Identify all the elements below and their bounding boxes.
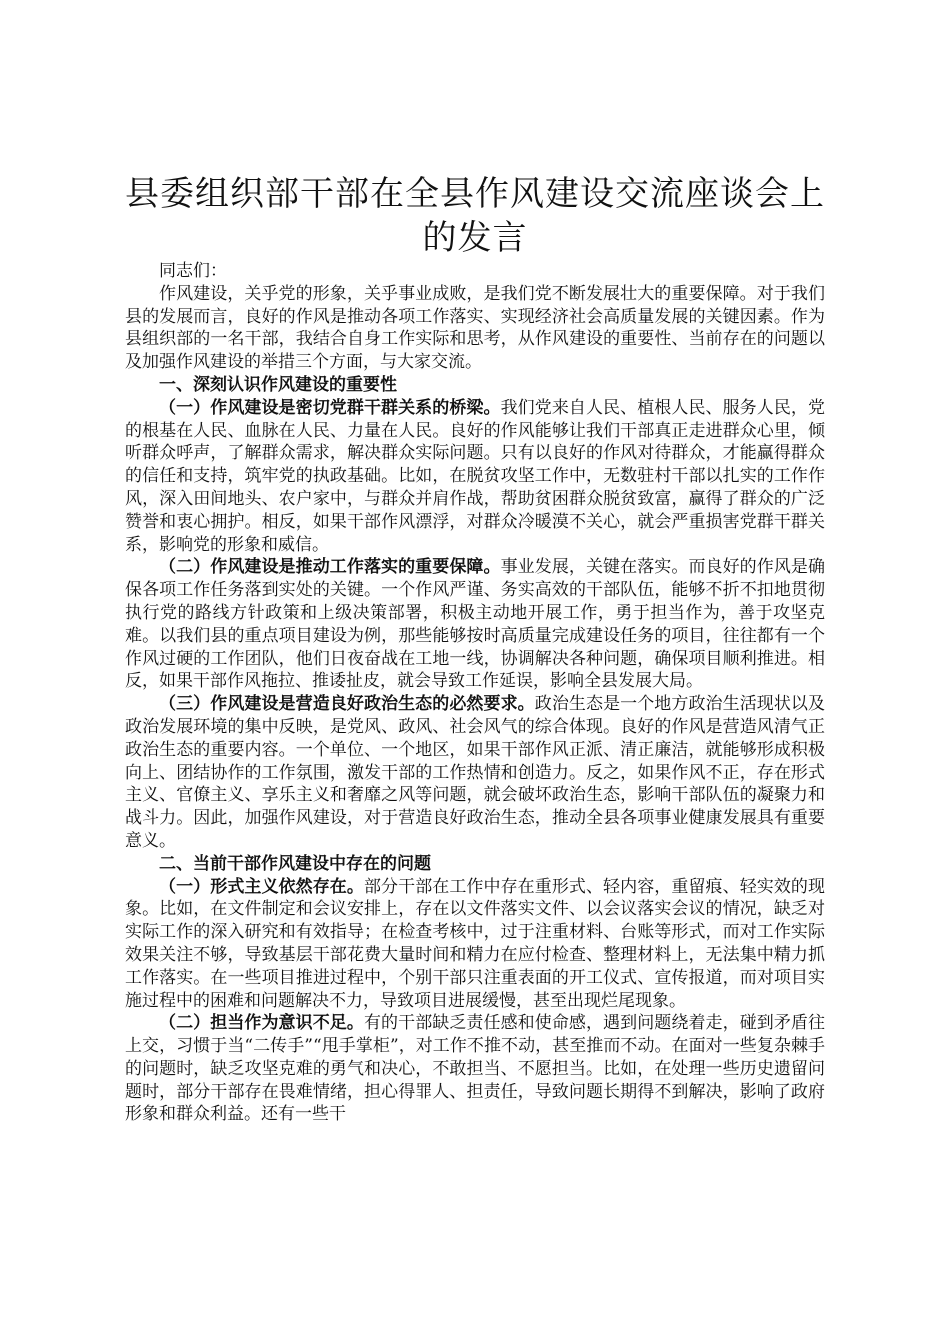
document-page: [125, 172, 825, 1126]
section-2-paragraph-1: [125, 876, 825, 1013]
intro-paragraph: 作风建设，关乎党的形象，关乎事业成败，是我们党不断发展壮大的重要保障。对于我们县的发展而言，良好的作风是推动各项工作落实、实现经济社会高质量发展的关键因素。作为县组织部的一名干部，我结合自身工作实际和思考，从作风建设的重要性、当前存在的问题以及加强作风建设的举措三个方面，与大家交流。: [125, 283, 825, 373]
section-1-paragraph-2: [125, 556, 825, 693]
section-1-paragraph-1: [125, 397, 825, 557]
document-title: 县委组织部干部在全县作风建设交流座谈会上的发言: [125, 174, 825, 258]
section-1-paragraph-2-lead: （二）作风建设是推动工作落实的重要保障。: [159, 557, 501, 578]
document-body: [125, 260, 825, 1126]
section-2-paragraph-2-lead: （二）担当作为意识不足。: [159, 1013, 364, 1034]
section-1-heading: 一、深刻认识作风建设的重要性: [159, 374, 397, 395]
section-1-paragraph-3: [125, 693, 825, 853]
section-2-paragraph-1-text: 部分干部在工作中存在重形式、轻内容，重留痕、轻实效的现象。比如，在文件制定和会议安排上，存在以文件落实文件、以会议落实会议的情况，缺乏对实际工作的深入研究和有效指导；在检查考核中，过于注重材料、台账等形式，而对工作实际效果关注不够，导致基层干部花费大量时间和精力在应付检查、整理材料上，无法集中精力抓工作落实。在一些项目推进过程中，个别干部只注重表面的开工仪式、宣传报道，而对项目实施过程中的困难和问题解决不力，导致项目进展缓慢，甚至出现烂尾现象。: [125, 876, 826, 1011]
section-1-paragraph-3-lead: （三）作风建设是营造良好政治生态的必然要求。: [159, 694, 535, 715]
section-1-paragraph-1-lead: （一）作风建设是密切党群干群关系的桥梁。: [159, 397, 501, 418]
section-2-paragraph-1-lead: （一）形式主义依然存在。: [159, 876, 364, 897]
section-1-paragraph-2-text: 事业发展，关键在落实。而良好的作风是确保各项工作任务落到实处的关键。一个作风严谨、务实高效的干部队伍，能够不折不扣地贯彻执行党的路线方针政策和上级决策部署，积极主动地开展工作，勇于担当作为，善于攻坚克难。以我们县的重点项目建设为例，那些能够按时高质量完成建设任务的项目，往往都有一个作风过硬的工作团队，他们日夜奋战在工地一线，协调解决各种问题，确保项目顺利推进。相反，如果干部作风拖拉、推诿扯皮，就会导致工作延误，影响全县发展大局。: [125, 557, 825, 692]
section-2-paragraph-2: [125, 1012, 825, 1126]
section-2-paragraph-2-text: 有的干部缺乏责任感和使命感，遇到问题绕着走，碰到矛盾往上交，习惯于当“二传手”“甩手掌柜”，对工作不推不动，甚至推而不动。在面对一些复杂棘手的问题时，缺乏攻坚克难的勇气和决心，不敢担当、不愿担当。比如，在处理一些历史遗留问题时，部分干部存在畏难情绪，担心得罪人、担责任，导致问题长期得不到解决，影响了政府形象和群众利益。还有一些干: [125, 1013, 826, 1125]
section-1-paragraph-3-text: 政治生态是一个地方政治生活现状以及政治发展环境的集中反映，是党风、政风、社会风气的综合体现。良好的作风是营造风清气正政治生态的重要内容。一个单位、一个地区，如果干部作风正派、清正廉洁，就能够形成积极向上、团结协作的工作氛围，激发干部的工作热情和创造力。反之，如果作风不正，存在形式主义、官僚主义、享乐主义和奢靡之风等问题，就会破坏政治生态，影响干部队伍的凝聚力和战斗力。因此，加强作风建设，对于营造良好政治生态，推动全县各项事业健康发展具有重要意义。: [125, 694, 826, 851]
salutation: 同志们：: [159, 261, 227, 281]
section-1-paragraph-1-text: 我们党来自人民、植根人民、服务人民，党的根基在人民、血脉在人民、力量在人民。良好的作风能够让我们干部真正走进群众心里，倾听群众呼声，了解群众需求，解决群众实际问题。只有以良好的作风对待群众，才能赢得群众的信任和支持，筑牢党的执政基础。比如，在脱贫攻坚工作中，无数驻村干部以扎实的工作作风，深入田间地头、农户家中，与群众并肩作战，帮助贫困群众脱贫致富，赢得了群众的广泛赞誉和衷心拥护。相反，如果干部作风漂浮，对群众冷暖漠不关心，就会严重损害党群干群关系，影响党的形象和威信。: [125, 397, 825, 555]
section-2-heading: 二、当前干部作风建设中存在的问题: [159, 853, 431, 874]
